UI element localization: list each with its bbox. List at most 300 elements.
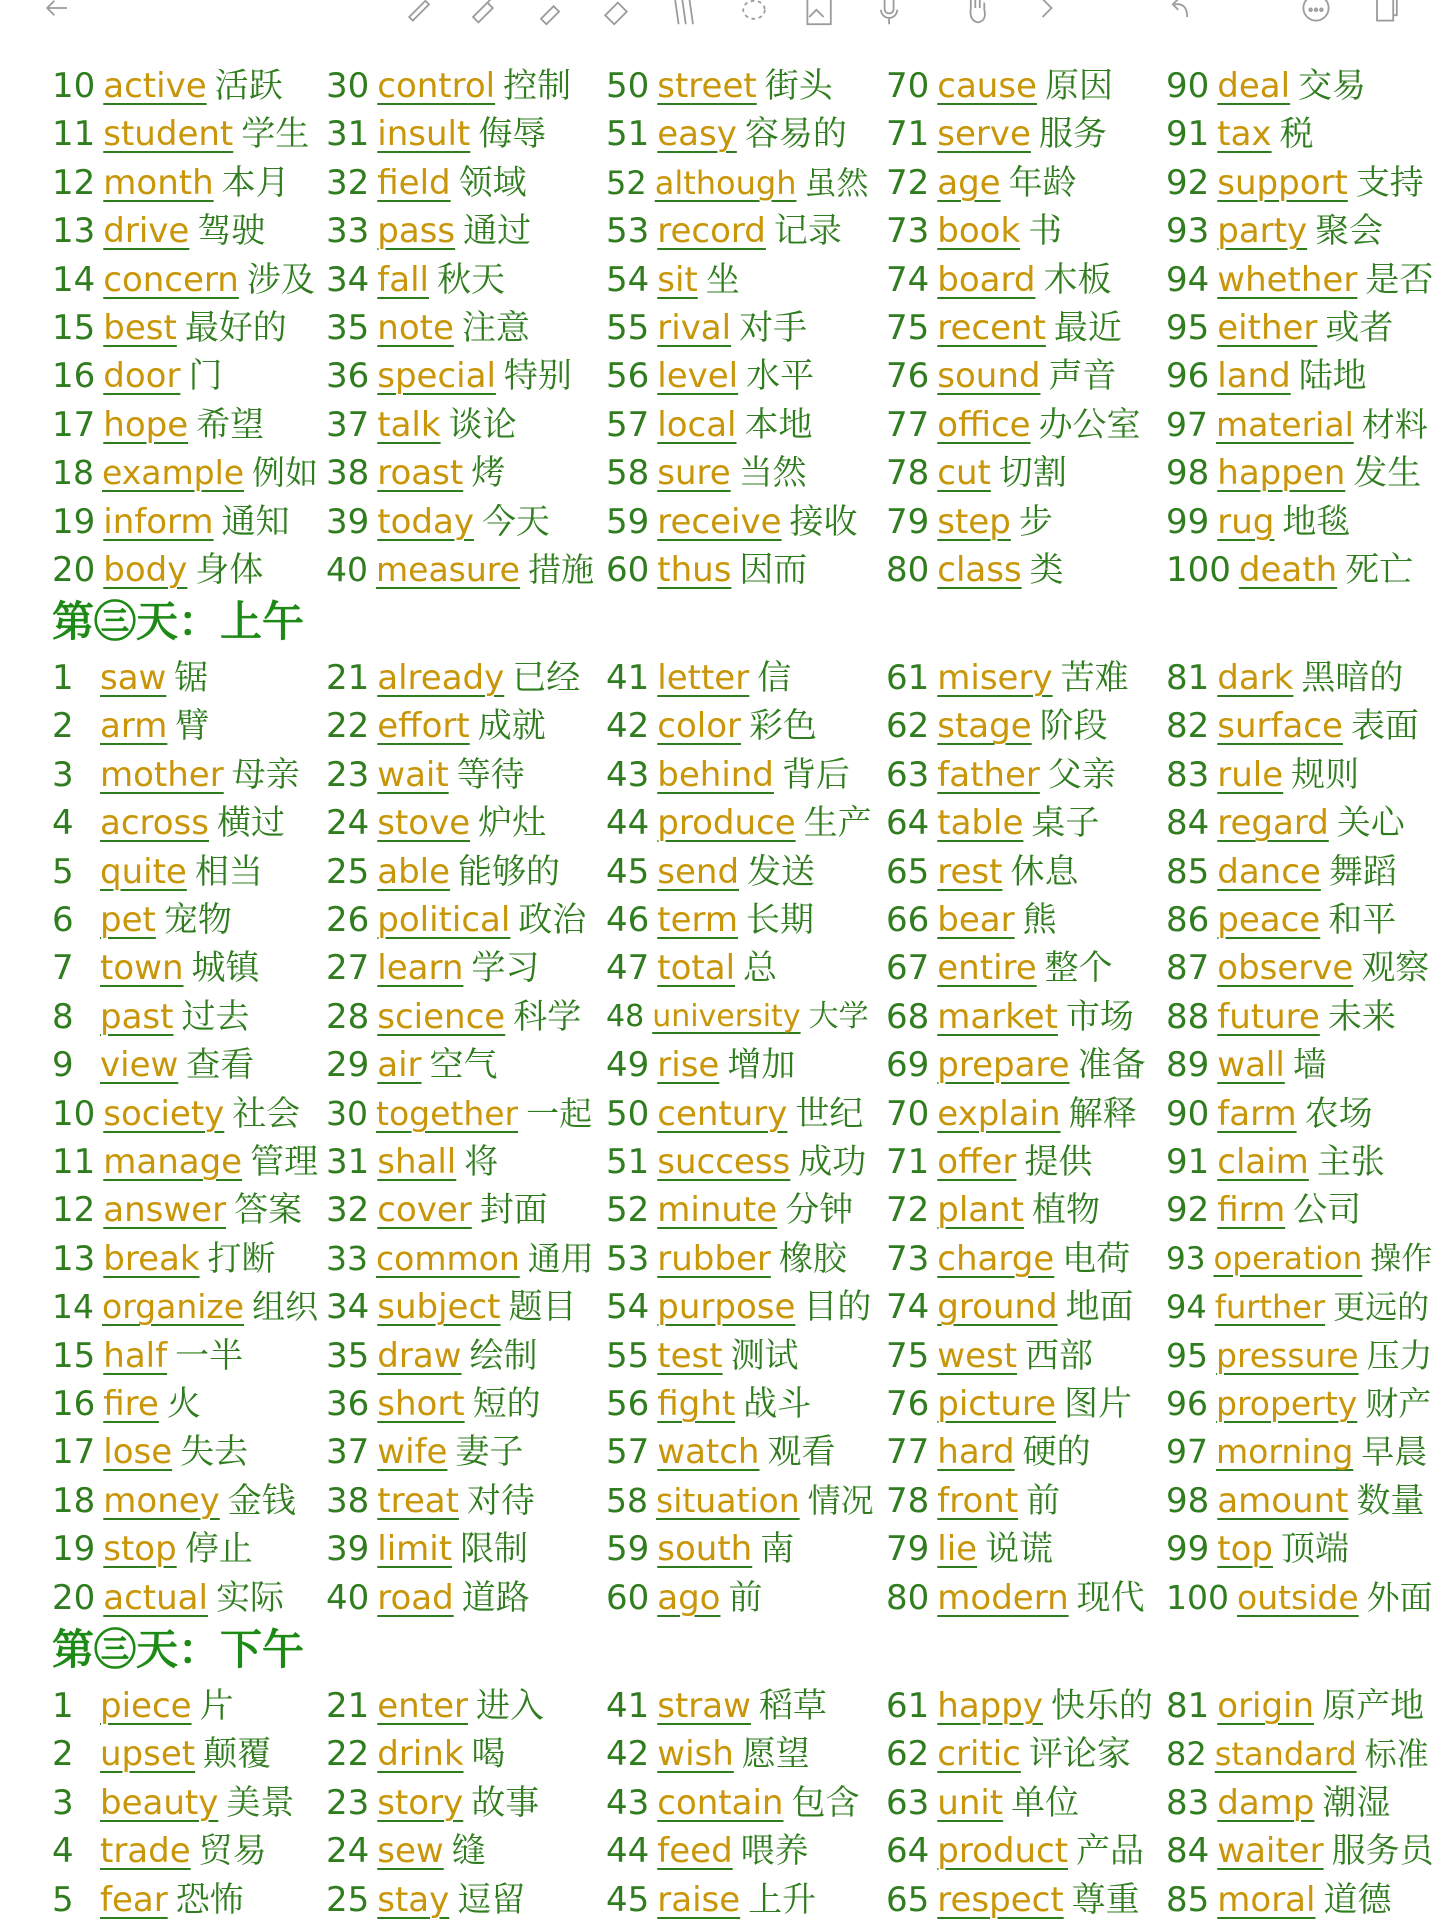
vocab-entry bbox=[606, 111, 847, 157]
entry-number: 39 bbox=[326, 1529, 370, 1570]
vocab-entry bbox=[886, 1139, 1092, 1185]
vocab-entry bbox=[886, 257, 1111, 303]
chinese-meaning: 学生 bbox=[241, 114, 310, 155]
chinese-meaning: 一起 bbox=[526, 1093, 593, 1133]
english-word: west bbox=[937, 1335, 1018, 1376]
chinese-meaning: 测试 bbox=[730, 1335, 799, 1376]
chinese-meaning: 科学 bbox=[513, 996, 582, 1037]
english-word: draw bbox=[377, 1335, 462, 1376]
entry-number: 15 bbox=[52, 308, 96, 348]
chinese-meaning: 观看 bbox=[767, 1432, 836, 1473]
chinese-meaning: 长期 bbox=[746, 900, 815, 940]
english-word: entire bbox=[937, 948, 1037, 989]
entry-number: 50 bbox=[606, 1093, 650, 1134]
vocab-entry bbox=[886, 1780, 1079, 1826]
vocab-entry bbox=[886, 1091, 1137, 1137]
entry-number: 98 bbox=[1166, 453, 1210, 494]
entry-number: 3 bbox=[52, 1782, 74, 1823]
english-word: best bbox=[103, 308, 177, 348]
chinese-meaning: 答案 bbox=[234, 1190, 303, 1231]
english-word: break bbox=[103, 1238, 200, 1279]
chinese-meaning: 战斗 bbox=[743, 1384, 812, 1424]
entry-number: 70 bbox=[886, 1093, 930, 1134]
vocab-entry bbox=[1166, 1828, 1434, 1874]
vocab-entry bbox=[52, 1187, 302, 1233]
english-word: arm bbox=[100, 706, 168, 747]
english-word: cover bbox=[377, 1190, 472, 1231]
chinese-meaning: 烤 bbox=[471, 453, 506, 494]
vocab-entry bbox=[52, 1478, 296, 1524]
entry-number: 92 bbox=[1166, 1190, 1210, 1231]
english-word: material bbox=[1216, 404, 1354, 444]
entry-number: 73 bbox=[886, 211, 930, 252]
vocab-entry bbox=[326, 1526, 528, 1572]
entry-number: 7 bbox=[52, 948, 74, 989]
chinese-meaning: 控制 bbox=[503, 66, 572, 106]
vocab-entry bbox=[606, 63, 833, 109]
english-word: organize bbox=[102, 1287, 245, 1327]
vocab-entry bbox=[326, 499, 550, 545]
chinese-meaning: 社会 bbox=[232, 1093, 301, 1134]
entry-number: 11 bbox=[52, 1142, 96, 1182]
entry-number: 16 bbox=[52, 1384, 96, 1424]
vocab-entry bbox=[52, 1284, 318, 1330]
chinese-meaning: 秋天 bbox=[436, 259, 505, 300]
english-word: month bbox=[103, 162, 214, 203]
chinese-meaning: 活跃 bbox=[214, 66, 283, 106]
vocab-entry bbox=[1166, 1683, 1424, 1729]
entry-number: 18 bbox=[52, 453, 94, 493]
entry-number: 99 bbox=[1166, 1529, 1210, 1570]
chinese-meaning: 地毯 bbox=[1282, 501, 1351, 542]
entry-number: 75 bbox=[886, 1335, 930, 1376]
chinese-meaning: 稻草 bbox=[758, 1686, 827, 1726]
chinese-meaning: 公司 bbox=[1293, 1190, 1362, 1231]
chinese-meaning: 整个 bbox=[1044, 948, 1113, 989]
english-word: observe bbox=[1217, 948, 1354, 989]
english-word: easy bbox=[657, 114, 737, 155]
entry-number: 28 bbox=[326, 996, 370, 1037]
chinese-meaning: 地面 bbox=[1065, 1287, 1134, 1328]
chinese-meaning: 涉及 bbox=[246, 259, 315, 300]
vocab-entry bbox=[886, 655, 1129, 701]
english-word: measure bbox=[376, 550, 520, 589]
entry-number: 25 bbox=[326, 1879, 370, 1920]
entry-number: 60 bbox=[606, 1577, 650, 1618]
entry-number: 13 bbox=[52, 1238, 96, 1279]
english-word: book bbox=[937, 211, 1021, 252]
entry-number: 78 bbox=[886, 1480, 930, 1521]
vocab-entry bbox=[886, 160, 1077, 206]
english-word: street bbox=[657, 66, 757, 106]
entry-number: 34 bbox=[326, 259, 370, 300]
vocab-entry bbox=[1166, 1731, 1429, 1777]
chinese-meaning: 当然 bbox=[738, 453, 807, 494]
entry-number: 75 bbox=[886, 308, 930, 348]
vocab-entry bbox=[1166, 1333, 1433, 1379]
chinese-meaning: 包含 bbox=[791, 1782, 860, 1823]
chinese-meaning: 接收 bbox=[789, 501, 858, 542]
entry-number: 35 bbox=[326, 1335, 370, 1376]
entry-number: 20 bbox=[52, 550, 96, 590]
english-word: ground bbox=[937, 1287, 1058, 1328]
english-word: ago bbox=[657, 1577, 721, 1618]
section-title: 第㊂天：下午 bbox=[52, 1625, 305, 1674]
vocab-entry bbox=[606, 257, 740, 303]
entry-number: 42 bbox=[606, 1734, 650, 1775]
entry-number: 18 bbox=[52, 1480, 96, 1521]
entry-number: 54 bbox=[606, 259, 650, 300]
chinese-meaning: 本地 bbox=[744, 404, 813, 445]
english-word: able bbox=[377, 851, 451, 892]
chinese-meaning: 步 bbox=[1018, 501, 1053, 542]
english-word: already bbox=[377, 658, 505, 698]
english-word: enter bbox=[377, 1686, 468, 1726]
entry-number: 21 bbox=[326, 1686, 370, 1726]
entry-number: 95 bbox=[1166, 308, 1210, 348]
english-word: product bbox=[937, 1831, 1069, 1872]
vocab-entry bbox=[606, 1429, 835, 1475]
chinese-meaning: 水平 bbox=[746, 356, 815, 397]
english-word: dark bbox=[1217, 658, 1294, 698]
chinese-meaning: 苦难 bbox=[1060, 658, 1129, 698]
english-word: party bbox=[1217, 211, 1308, 252]
chinese-meaning: 逗留 bbox=[457, 1879, 526, 1920]
vocab-entry bbox=[886, 1731, 1131, 1777]
chinese-meaning: 打断 bbox=[207, 1238, 276, 1279]
entry-number: 17 bbox=[52, 1432, 96, 1473]
entry-number: 4 bbox=[52, 1831, 74, 1872]
english-word: prepare bbox=[937, 1045, 1070, 1086]
entry-number: 5 bbox=[52, 851, 74, 892]
english-word: common bbox=[376, 1238, 520, 1278]
entry-number: 84 bbox=[1166, 803, 1210, 844]
vocab-entry bbox=[326, 353, 572, 399]
entry-number: 16 bbox=[52, 356, 96, 397]
entry-number: 52 bbox=[606, 163, 647, 202]
chinese-meaning: 实际 bbox=[215, 1577, 284, 1618]
chinese-meaning: 例如 bbox=[252, 453, 319, 493]
chinese-meaning: 贸易 bbox=[198, 1831, 267, 1872]
english-word: thus bbox=[657, 550, 732, 590]
chinese-meaning: 谈论 bbox=[448, 404, 517, 445]
vocab-entry bbox=[1166, 499, 1350, 545]
vocab-entry bbox=[606, 1333, 799, 1379]
chinese-meaning: 支持 bbox=[1355, 162, 1424, 203]
english-word: charge bbox=[937, 1238, 1055, 1279]
vocab-entry bbox=[326, 897, 586, 943]
english-word: watch bbox=[657, 1432, 760, 1473]
vocab-entry bbox=[326, 1731, 506, 1777]
vocab-entry bbox=[326, 1333, 537, 1379]
vocab-entry bbox=[606, 1284, 871, 1330]
vocab-entry bbox=[1166, 945, 1429, 991]
english-word: damp bbox=[1217, 1782, 1315, 1823]
entry-number: 1 bbox=[52, 1686, 74, 1726]
vocab-entry bbox=[886, 1828, 1144, 1874]
english-word: support bbox=[1217, 162, 1348, 203]
vocab-entry bbox=[1166, 752, 1359, 798]
entry-number: 38 bbox=[326, 1480, 370, 1521]
entry-number: 80 bbox=[886, 550, 930, 590]
vocab-entry bbox=[52, 499, 290, 545]
chinese-meaning: 金钱 bbox=[227, 1480, 296, 1521]
english-word: trade bbox=[100, 1831, 191, 1872]
chinese-meaning: 关心 bbox=[1336, 803, 1405, 844]
vocab-entry bbox=[1166, 402, 1428, 448]
vocab-entry bbox=[886, 897, 1057, 943]
entry-number: 43 bbox=[606, 1782, 650, 1823]
english-word: sure bbox=[657, 453, 731, 494]
english-word: answer bbox=[103, 1190, 227, 1231]
vocab-entry bbox=[1166, 1575, 1433, 1621]
entry-number: 76 bbox=[886, 356, 930, 397]
vocab-entry bbox=[326, 160, 527, 206]
english-word: fire bbox=[103, 1384, 159, 1424]
entry-number: 47 bbox=[606, 948, 650, 989]
english-word: across bbox=[100, 803, 209, 844]
entry-number: 9 bbox=[52, 1045, 74, 1086]
entry-number: 88 bbox=[1166, 996, 1210, 1037]
vocab-entry bbox=[606, 1187, 853, 1233]
vocab-entry bbox=[1166, 1042, 1327, 1088]
english-word: pet bbox=[100, 900, 156, 940]
vocab-entry bbox=[326, 63, 571, 109]
english-word: wish bbox=[657, 1734, 734, 1775]
chinese-meaning: 绘制 bbox=[469, 1335, 538, 1376]
vocab-entry bbox=[52, 1236, 276, 1282]
chinese-meaning: 横过 bbox=[217, 803, 285, 844]
chinese-meaning: 本月 bbox=[221, 162, 290, 203]
entry-number: 45 bbox=[606, 1879, 650, 1920]
vocab-entry bbox=[52, 655, 208, 701]
vocab-entry bbox=[326, 111, 546, 157]
chinese-meaning: 未来 bbox=[1327, 996, 1396, 1037]
entry-number: 27 bbox=[326, 948, 370, 989]
chinese-meaning: 前 bbox=[728, 1577, 763, 1618]
chinese-meaning: 休息 bbox=[1010, 851, 1079, 892]
chinese-meaning: 农场 bbox=[1304, 1093, 1373, 1134]
vocab-entry bbox=[886, 499, 1053, 545]
vocab-entry bbox=[886, 1877, 1140, 1923]
chinese-meaning: 电荷 bbox=[1062, 1238, 1131, 1279]
entry-number: 82 bbox=[1166, 1735, 1207, 1774]
chinese-meaning: 规则 bbox=[1291, 754, 1360, 795]
entry-number: 14 bbox=[52, 1287, 94, 1327]
entry-number: 10 bbox=[52, 66, 96, 106]
chinese-meaning: 顶端 bbox=[1280, 1529, 1349, 1570]
english-word: unit bbox=[937, 1782, 1004, 1823]
chinese-meaning: 或者 bbox=[1325, 308, 1394, 348]
vocab-entry bbox=[52, 1526, 253, 1572]
chinese-meaning: 交易 bbox=[1298, 66, 1367, 106]
entry-number: 6 bbox=[52, 900, 74, 940]
english-word: level bbox=[657, 356, 739, 397]
vocab-entry bbox=[886, 1333, 1093, 1379]
chinese-meaning: 空气 bbox=[429, 1045, 498, 1086]
vocab-entry bbox=[1166, 1091, 1373, 1137]
chinese-meaning: 更远的 bbox=[1333, 1288, 1430, 1327]
english-word: limit bbox=[377, 1529, 453, 1570]
chinese-meaning: 身体 bbox=[195, 550, 264, 590]
vocab-entry bbox=[606, 703, 817, 749]
english-word: half bbox=[103, 1335, 168, 1376]
vocab-entry bbox=[606, 160, 869, 206]
vocab-entry bbox=[52, 1429, 248, 1475]
chinese-meaning: 准备 bbox=[1077, 1045, 1146, 1086]
vocab-entry bbox=[1166, 160, 1424, 206]
entry-number: 57 bbox=[606, 404, 650, 445]
entry-number: 58 bbox=[606, 453, 650, 494]
entry-number: 54 bbox=[606, 1287, 650, 1328]
entry-number: 44 bbox=[606, 803, 650, 844]
english-word: lie bbox=[937, 1529, 978, 1570]
vocab-entry bbox=[606, 1091, 863, 1137]
vocab-entry bbox=[886, 353, 1116, 399]
english-word: together bbox=[376, 1093, 519, 1133]
english-word: either bbox=[1217, 308, 1318, 348]
vocab-entry bbox=[52, 547, 263, 593]
english-word: market bbox=[937, 996, 1058, 1037]
english-word: plant bbox=[937, 1190, 1025, 1231]
vocab-entry bbox=[1166, 1526, 1349, 1572]
chinese-meaning: 喝 bbox=[471, 1734, 506, 1775]
english-word: sit bbox=[657, 259, 698, 300]
chinese-meaning: 黑暗的 bbox=[1301, 658, 1404, 698]
chinese-meaning: 舞蹈 bbox=[1328, 851, 1397, 892]
entry-number: 83 bbox=[1166, 754, 1210, 795]
chinese-meaning: 情况 bbox=[807, 1480, 874, 1520]
entry-number: 19 bbox=[52, 501, 96, 542]
chinese-meaning: 将 bbox=[464, 1142, 499, 1182]
vocab-entry bbox=[1166, 63, 1366, 109]
vocab-entry bbox=[52, 1780, 294, 1826]
entry-number: 37 bbox=[326, 404, 370, 445]
vocab-entry bbox=[886, 305, 1122, 351]
entry-number: 81 bbox=[1166, 658, 1210, 698]
english-word: contain bbox=[657, 1782, 784, 1823]
chinese-meaning: 通知 bbox=[221, 501, 290, 542]
chinese-meaning: 学习 bbox=[471, 948, 540, 989]
chinese-meaning: 增加 bbox=[727, 1045, 796, 1086]
entry-number: 59 bbox=[606, 501, 650, 542]
english-word: office bbox=[937, 404, 1031, 445]
entry-number: 31 bbox=[326, 114, 370, 155]
entry-number: 24 bbox=[326, 1831, 370, 1872]
entry-number: 66 bbox=[886, 900, 930, 940]
entry-number: 3 bbox=[52, 754, 74, 795]
vocab-entry bbox=[606, 1683, 827, 1729]
chinese-meaning: 聚会 bbox=[1315, 211, 1384, 252]
english-word: mother bbox=[100, 754, 224, 795]
entry-number: 41 bbox=[606, 658, 650, 698]
entry-number: 93 bbox=[1166, 211, 1210, 252]
vocab-entry bbox=[1166, 994, 1396, 1040]
entry-number: 63 bbox=[886, 754, 930, 795]
chinese-meaning: 墙 bbox=[1292, 1045, 1327, 1086]
vocab-entry bbox=[886, 1381, 1132, 1427]
vocab-entry bbox=[1166, 1284, 1429, 1330]
english-word: air bbox=[377, 1045, 422, 1086]
entry-number: 96 bbox=[1166, 1384, 1208, 1423]
entry-number: 31 bbox=[326, 1142, 370, 1182]
vocab-entry bbox=[886, 945, 1113, 991]
entry-number: 96 bbox=[1166, 356, 1210, 397]
english-word: future bbox=[1217, 996, 1320, 1037]
entry-number: 42 bbox=[606, 706, 650, 747]
entry-number: 36 bbox=[326, 356, 370, 397]
vocab-entry bbox=[606, 402, 813, 448]
vocab-entry bbox=[606, 305, 807, 351]
vocab-entry bbox=[326, 1780, 539, 1826]
entry-number: 12 bbox=[52, 162, 96, 203]
chinese-meaning: 成功 bbox=[798, 1142, 867, 1182]
english-word: happy bbox=[937, 1686, 1043, 1726]
vocab-entry bbox=[1166, 655, 1403, 701]
entry-number: 12 bbox=[52, 1190, 96, 1231]
english-word: door bbox=[103, 356, 181, 397]
vocab-entry bbox=[52, 402, 264, 448]
english-word: waiter bbox=[1217, 1831, 1324, 1872]
entry-number: 91 bbox=[1166, 1142, 1210, 1182]
chinese-meaning: 组织 bbox=[252, 1287, 319, 1327]
chinese-meaning: 服务 bbox=[1038, 114, 1107, 155]
entry-number: 23 bbox=[326, 1782, 370, 1823]
english-word: situation bbox=[656, 1480, 800, 1520]
english-word: send bbox=[657, 851, 740, 892]
entry-number: 29 bbox=[326, 1045, 370, 1086]
entry-number: 24 bbox=[326, 803, 370, 844]
entry-number: 46 bbox=[606, 900, 650, 940]
vocab-entry bbox=[606, 499, 858, 545]
chinese-meaning: 宠物 bbox=[163, 900, 232, 940]
entry-number: 76 bbox=[886, 1384, 930, 1424]
vocab-entry bbox=[1166, 897, 1396, 943]
entry-number: 71 bbox=[886, 1142, 930, 1182]
vocab-entry bbox=[52, 752, 300, 798]
entry-number: 94 bbox=[1166, 259, 1210, 300]
english-word: rival bbox=[657, 308, 732, 348]
english-word: front bbox=[937, 1480, 1019, 1521]
chinese-meaning: 标准 bbox=[1364, 1735, 1429, 1774]
vocab-entry bbox=[606, 752, 850, 798]
entry-number: 35 bbox=[326, 308, 370, 348]
chinese-meaning: 缝 bbox=[451, 1831, 486, 1872]
entry-number: 60 bbox=[606, 550, 650, 590]
chinese-meaning: 阶段 bbox=[1039, 706, 1108, 747]
chinese-meaning: 领域 bbox=[458, 162, 527, 203]
chinese-meaning: 年龄 bbox=[1008, 162, 1077, 203]
english-word: operation bbox=[1213, 1240, 1363, 1277]
vocab-entry bbox=[52, 1731, 271, 1777]
entry-number: 95 bbox=[1166, 1335, 1208, 1375]
english-word: upset bbox=[100, 1734, 196, 1775]
english-word: shall bbox=[377, 1142, 457, 1182]
vocab-entry bbox=[1166, 1381, 1431, 1427]
entry-number: 80 bbox=[886, 1577, 930, 1618]
entry-number: 85 bbox=[1166, 1879, 1210, 1920]
chinese-meaning: 植物 bbox=[1032, 1190, 1101, 1231]
chinese-meaning: 橡胶 bbox=[778, 1238, 847, 1279]
chinese-meaning: 政治 bbox=[518, 900, 587, 940]
chinese-meaning: 对待 bbox=[466, 1480, 535, 1521]
entry-number: 99 bbox=[1166, 501, 1210, 542]
chinese-meaning: 锯 bbox=[174, 658, 209, 698]
vocab-entry bbox=[326, 1575, 530, 1621]
english-word: wall bbox=[1217, 1045, 1285, 1086]
vocab-entry bbox=[52, 703, 209, 749]
chinese-meaning: 说谎 bbox=[985, 1529, 1054, 1570]
